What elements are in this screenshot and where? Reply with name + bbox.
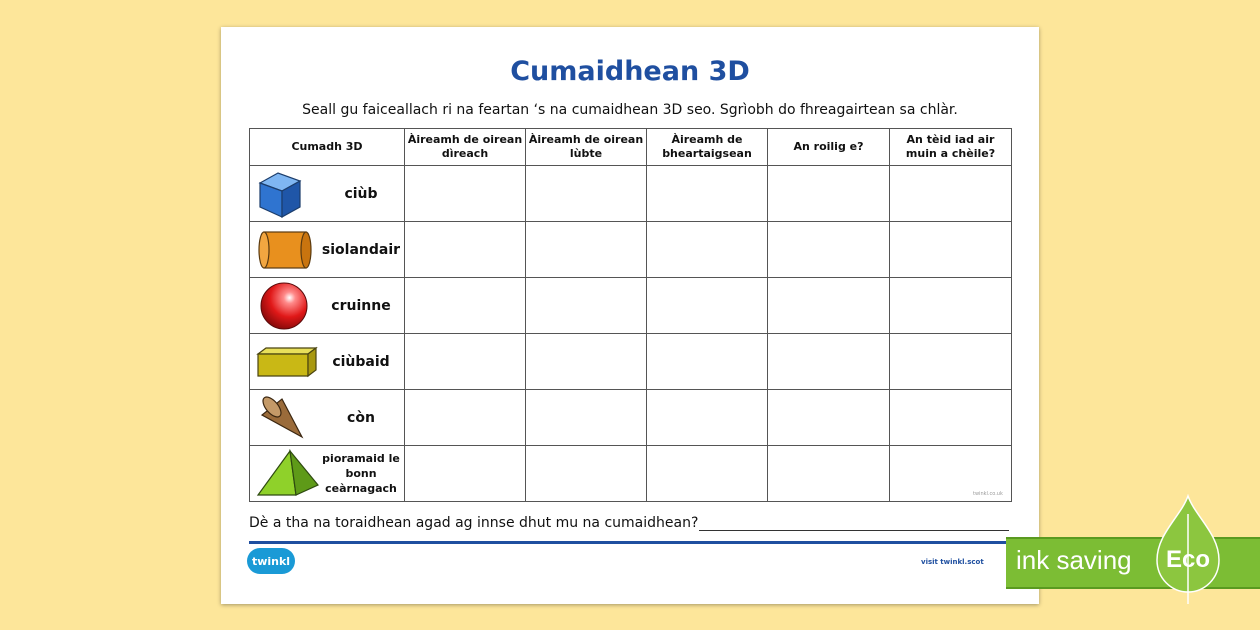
answer-cell[interactable] xyxy=(647,390,768,446)
column-header-straight-edges: Àireamh de oirean dìreach xyxy=(405,129,526,166)
table-row xyxy=(250,446,1012,502)
answer-cell[interactable] xyxy=(405,446,526,502)
table-row xyxy=(250,390,1012,446)
answer-cell[interactable] xyxy=(526,222,647,278)
answer-cell[interactable] xyxy=(405,166,526,222)
cuboid-icon xyxy=(256,346,318,378)
cube-icon xyxy=(256,169,304,219)
answer-cell[interactable] xyxy=(647,222,768,278)
ink-saving-text: ink saving xyxy=(1016,545,1132,575)
answer-cell[interactable] xyxy=(768,334,890,390)
sphere-icon xyxy=(256,281,312,331)
answer-cell[interactable] xyxy=(768,278,890,334)
answer-cell[interactable] xyxy=(647,278,768,334)
shape-cell xyxy=(250,222,405,278)
column-header-rolls: An roilig e? xyxy=(768,129,890,166)
answer-cell[interactable] xyxy=(768,446,890,502)
answer-cell[interactable] xyxy=(647,166,768,222)
shape-cell xyxy=(250,446,405,502)
answer-cell[interactable] xyxy=(405,278,526,334)
answer-cell[interactable] xyxy=(768,222,890,278)
answer-cell[interactable] xyxy=(405,390,526,446)
answer-cell[interactable] xyxy=(890,166,1012,222)
answer-cell[interactable] xyxy=(526,390,647,446)
shape-label: còn xyxy=(347,409,375,426)
twinkl-logo: twinkl xyxy=(247,548,295,574)
question-text: Dè a tha na toraidhean agad ag innse dhut mu na cumaidhean? xyxy=(249,515,699,531)
answer-cell[interactable] xyxy=(526,278,647,334)
shape-label: pioramaid le bonn ceàrnagach xyxy=(322,452,400,495)
column-header-curved-edges: Àireamh de oirean lùbte xyxy=(526,129,647,166)
answer-cell[interactable] xyxy=(526,166,647,222)
shape-label: cruinne xyxy=(331,297,391,314)
shape-label: ciùbaid xyxy=(332,353,390,370)
answer-cell[interactable] xyxy=(647,446,768,502)
answer-cell[interactable] xyxy=(526,446,647,502)
answer-cell[interactable] xyxy=(526,334,647,390)
answer-cell[interactable] xyxy=(890,334,1012,390)
eco-label: Eco xyxy=(1166,546,1211,573)
shape-label: ciùb xyxy=(344,185,378,202)
answer-cell[interactable] xyxy=(768,390,890,446)
visit-link[interactable]: visit twinkl.scot xyxy=(921,558,984,566)
answer-cell[interactable] xyxy=(890,390,1012,446)
table-header-row xyxy=(250,129,1012,166)
table-row xyxy=(250,222,1012,278)
answer-cell[interactable] xyxy=(405,334,526,390)
properties-table xyxy=(249,128,1012,502)
table-row xyxy=(250,334,1012,390)
shape-cell xyxy=(250,166,405,222)
answer-cell[interactable] xyxy=(890,222,1012,278)
shape-cell xyxy=(250,334,405,390)
column-header-vertices: Àireamh de bheartaigsean xyxy=(647,129,768,166)
column-header-stacks: An tèid iad air muin a chèile? xyxy=(890,129,1012,166)
copyright-text: twinkl.co.uk xyxy=(973,491,1003,497)
pyramid-icon xyxy=(256,449,322,499)
worksheet xyxy=(221,27,1039,604)
answer-cell[interactable] xyxy=(890,278,1012,334)
footer-divider xyxy=(249,541,1011,544)
shape-label: siolandair xyxy=(321,241,401,258)
table-row xyxy=(250,166,1012,222)
column-header-shape: Cumadh 3D xyxy=(250,129,405,166)
instructions-text: Seall gu faiceallach ri na feartan ‘s na cumaidhean 3D seo. Sgrìobh do fhreagairtean sa chlàr. xyxy=(302,102,958,118)
answer-cell[interactable] xyxy=(647,334,768,390)
shape-cell xyxy=(250,390,405,446)
cylinder-icon xyxy=(256,229,312,271)
answer-cell[interactable] xyxy=(405,222,526,278)
table-row xyxy=(250,278,1012,334)
shape-cell xyxy=(250,278,405,334)
worksheet-title: Cumaidhean 3D xyxy=(510,56,750,87)
cone-icon xyxy=(256,395,308,441)
answer-cell[interactable] xyxy=(768,166,890,222)
answer-line[interactable] xyxy=(699,530,1009,531)
